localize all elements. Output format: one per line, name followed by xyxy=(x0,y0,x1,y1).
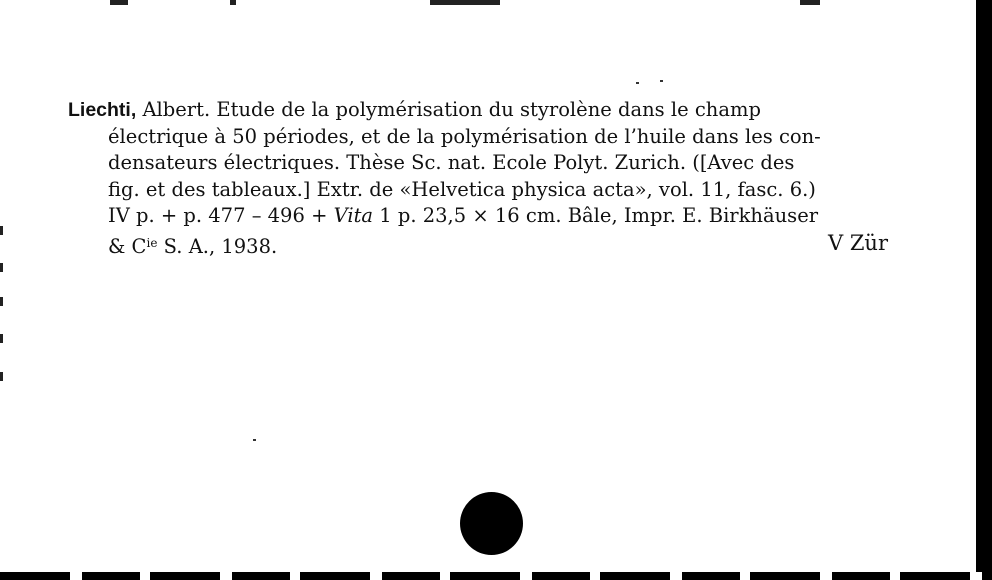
entry-line-6 xyxy=(68,230,896,257)
scan-edge-right xyxy=(976,0,992,580)
scan-speck xyxy=(660,80,663,82)
scan-edge-bottom xyxy=(0,572,992,580)
entry-line-2: électrique à 50 périodes, et de la polymérisation de l’huile dans les con- xyxy=(108,124,821,148)
entry-line-1 xyxy=(68,97,896,124)
vita-label: Vita xyxy=(333,204,374,227)
publisher-superscript: ie xyxy=(146,235,158,250)
author-surname: Liechti, xyxy=(68,99,137,121)
entry-line-5 xyxy=(68,203,896,230)
scan-edge-top xyxy=(0,0,992,5)
scan-mark xyxy=(0,297,3,306)
card-punch-hole xyxy=(460,492,523,555)
publisher-name: & C xyxy=(108,234,147,258)
publisher-year: S. A., 1938. xyxy=(157,234,278,258)
scan-mark xyxy=(0,263,3,272)
scan-speck xyxy=(253,439,256,441)
author-forename: Albert. xyxy=(136,98,211,121)
publication-details: 1 p. 23,5 × 16 cm. Bâle, Impr. E. Birkhäuser xyxy=(373,204,819,227)
pagination: IV p. + p. 477 – 496 + xyxy=(108,204,334,227)
scan-mark xyxy=(0,334,3,343)
entry-line-3: densateurs électriques. Thèse Sc. nat. Ecole Polyt. Zurich. ([Avec des xyxy=(108,151,795,174)
scan-mark xyxy=(0,226,3,235)
scan-mark xyxy=(0,372,3,381)
shelf-location: V Zür xyxy=(828,230,888,255)
bibliographic-entry xyxy=(68,97,896,256)
entry-line-4: fig. et des tableaux.] Extr. de «Helvetica physica acta», vol. 11, fasc. 6.) xyxy=(108,177,816,201)
scan-speck xyxy=(636,82,639,84)
entry-title: Etude de la polymérisation du styrolène dans le champ xyxy=(210,98,761,121)
